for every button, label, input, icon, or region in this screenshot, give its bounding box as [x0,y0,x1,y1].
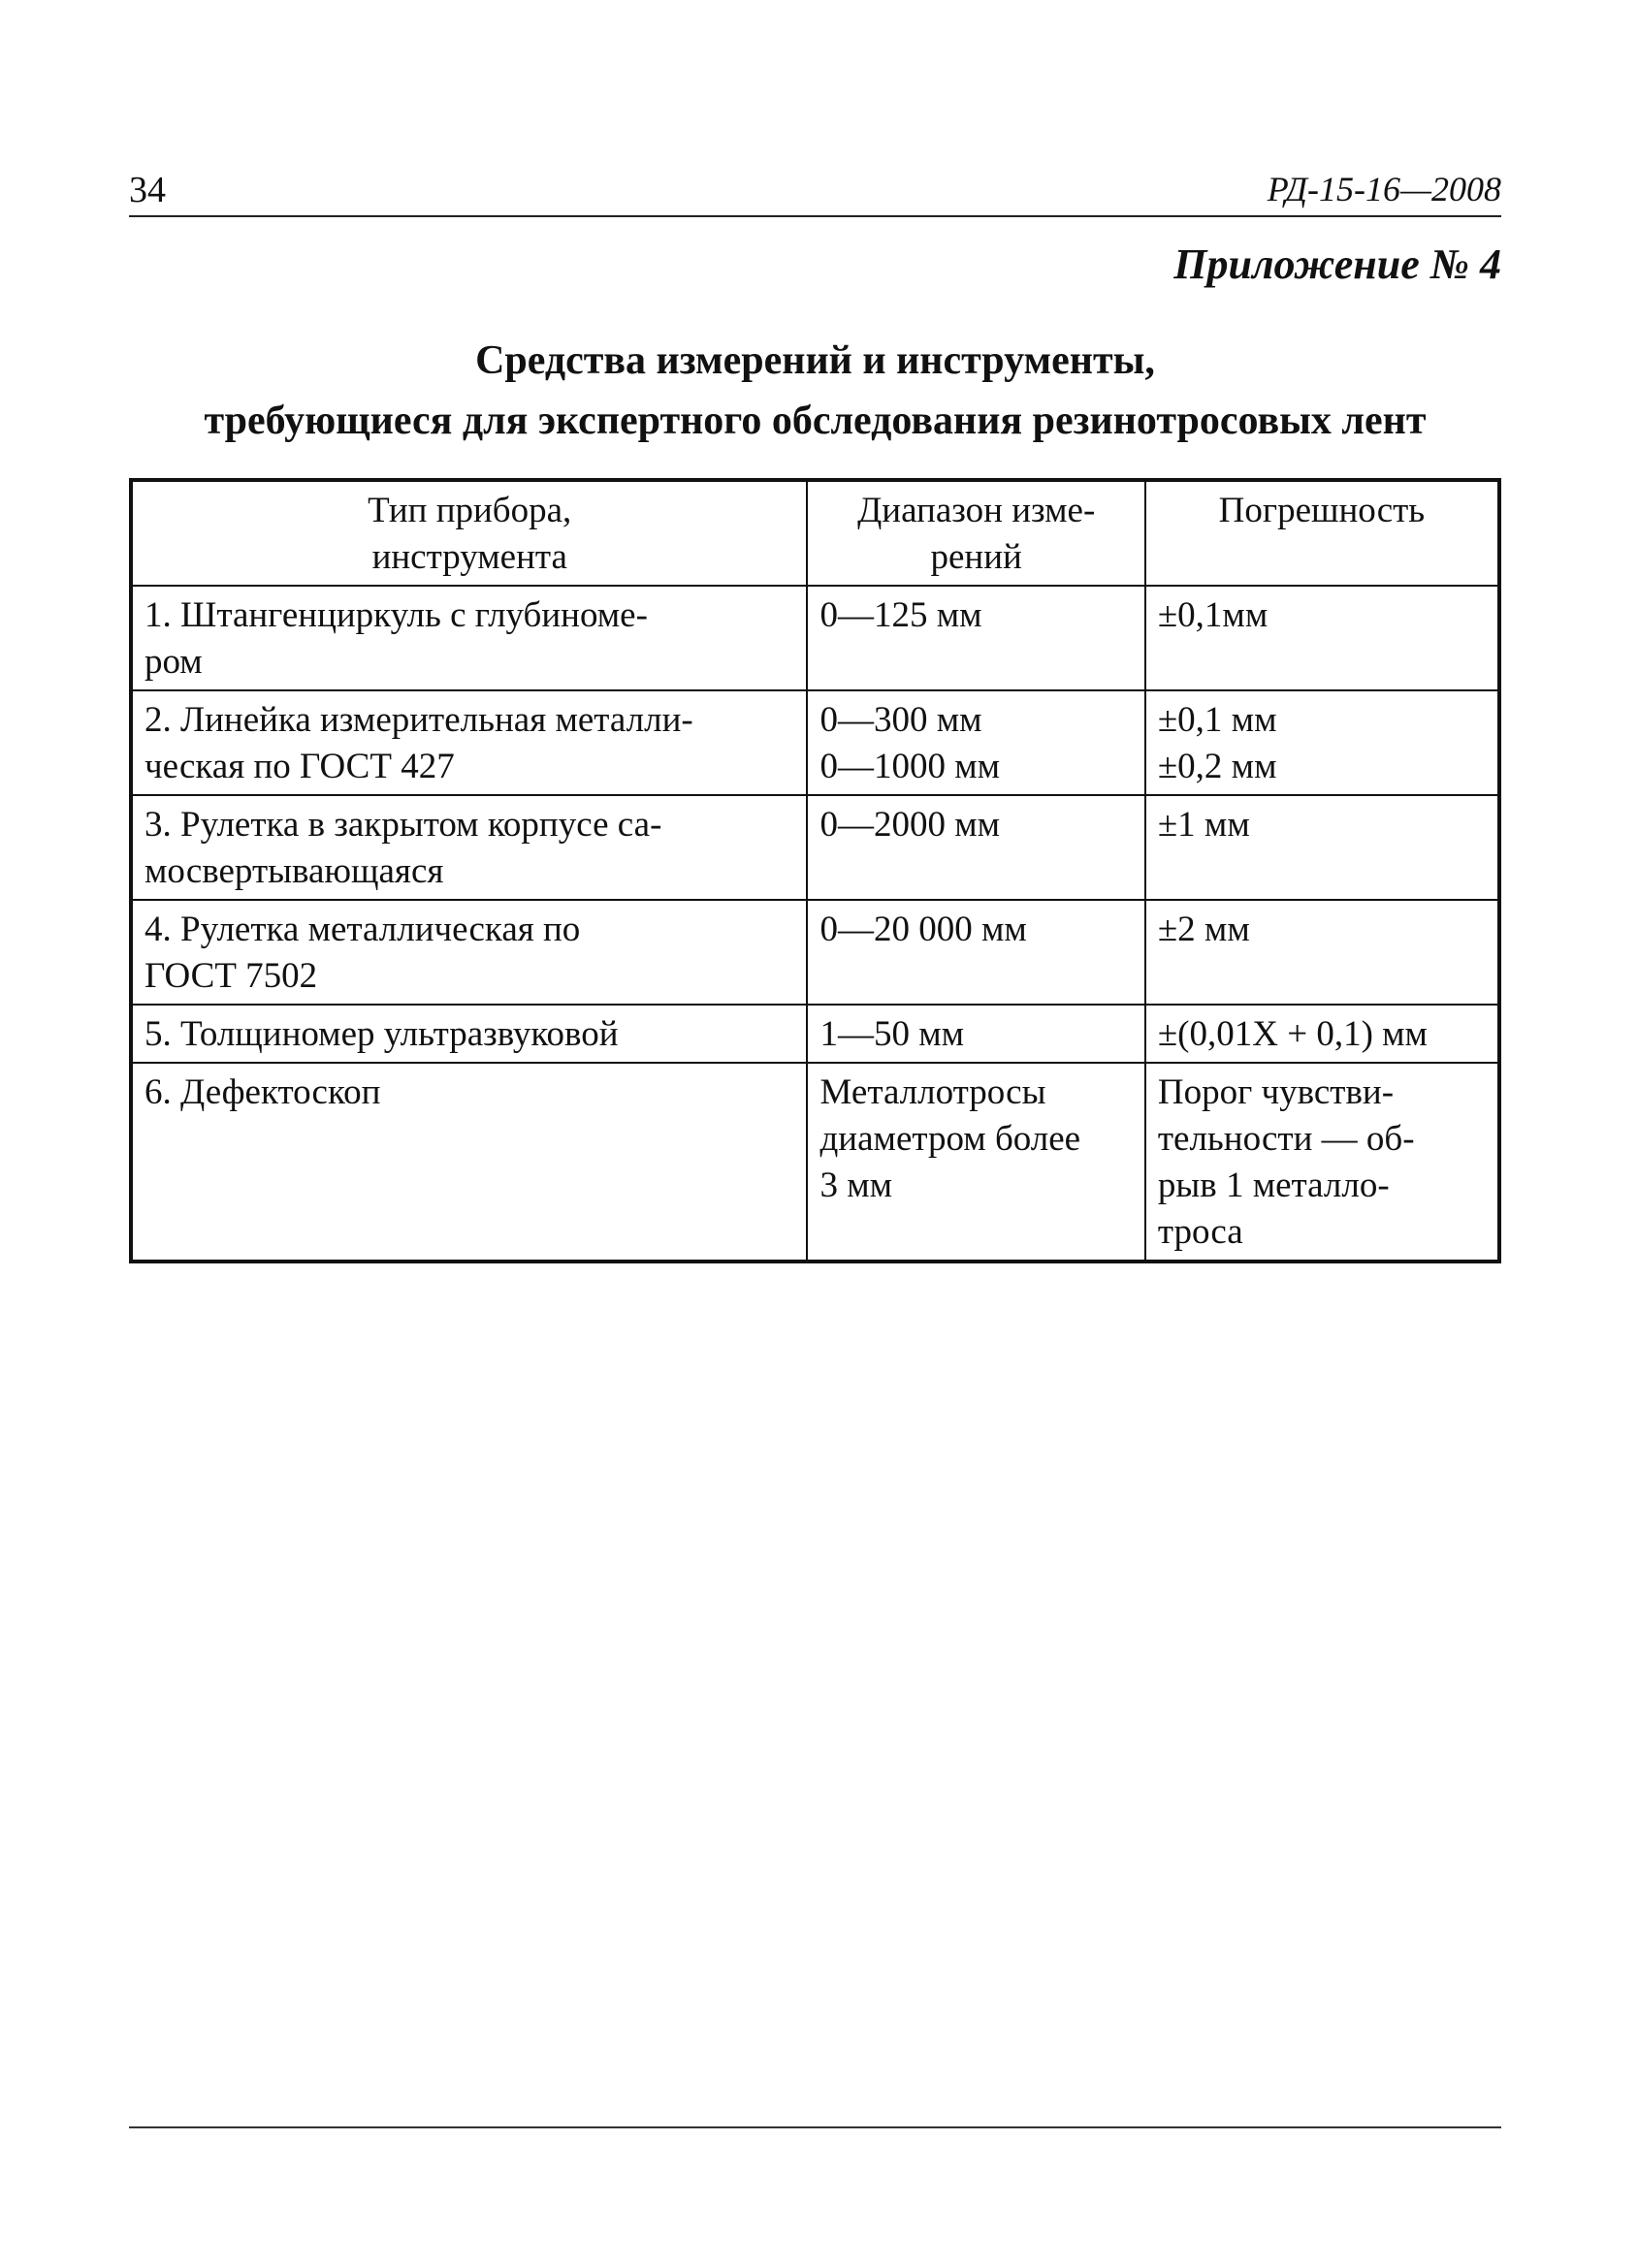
cell-range [807,1005,1144,1063]
cell-line: 0—300 мм [819,700,982,740]
cell-line: тельности — об- [1157,1119,1415,1159]
cell-line: диаметром более [819,1119,1081,1159]
table-row [131,1063,1499,1262]
header-type [131,480,807,586]
appendix-label: Приложение № 4 [1173,240,1501,288]
cell-line: ±2 мм [1157,910,1250,949]
table-header-row [131,480,1499,586]
cell-error [1145,795,1499,900]
cell-error [1145,690,1499,795]
instruments-table [129,478,1501,1263]
cell-line: ром [145,642,203,682]
header-type-line: Тип прибора, [368,491,572,530]
page-number: 34 [129,170,166,210]
cell-range [807,690,1144,795]
cell-line: 4. Рулетка металлическая по [145,910,581,949]
table-row [131,795,1499,900]
cell-line: 0—1000 мм [819,747,1001,786]
cell-line: 0—125 мм [819,595,982,635]
header-range [807,480,1144,586]
cell-line: 3 мм [819,1166,893,1205]
header-error-line: Погрешность [1218,491,1426,530]
header-range-line: рений [930,537,1022,577]
cell-line: ±0,1мм [1157,595,1269,635]
cell-error [1145,1005,1499,1063]
cell-type [131,1063,807,1262]
cell-line: 0—20 000 мм [819,910,1027,949]
cell-line: рыв 1 металло- [1157,1166,1390,1205]
cell-range [807,900,1144,1005]
cell-line: 0—2000 мм [819,805,1001,845]
cell-line: 6. Дефектоскоп [145,1072,381,1112]
table-row [131,690,1499,795]
cell-line: ±1 мм [1157,805,1250,845]
page-header [129,163,1501,217]
cell-line: Порог чувстви- [1157,1072,1395,1112]
cell-line: Металлотросы [819,1072,1046,1112]
cell-line: троса [1157,1212,1243,1252]
cell-line: 1. Штангенциркуль с глубиноме- [145,595,648,635]
table-title-line-2: требующиеся для экспертного обследования резинотросовых лент [204,399,1427,443]
cell-type [131,900,807,1005]
table-row [131,1005,1499,1063]
cell-line: ческая по ГОСТ 427 [145,747,455,786]
table-row [131,900,1499,1005]
cell-line: ±0,2 мм [1157,747,1277,786]
cell-type [131,795,807,900]
cell-line: мосвертывающаяся [145,851,444,891]
cell-range [807,586,1144,690]
cell-line: 5. Толщиномер ультразвуковой [145,1014,619,1054]
cell-range [807,795,1144,900]
header-range-line: Диапазон изме- [857,491,1096,530]
cell-type [131,586,807,690]
cell-line: 1—50 мм [819,1014,965,1054]
cell-line: ГОСТ 7502 [145,956,318,996]
table-row [131,586,1499,690]
footer-divider [129,2126,1501,2128]
cell-range [807,1063,1144,1262]
cell-error [1145,1063,1499,1262]
cell-line: ±(0,01X + 0,1) мм [1157,1014,1428,1054]
header-type-line: инструмента [371,537,567,577]
cell-type [131,690,807,795]
document-code: РД-15-16—2008 [1267,170,1501,208]
header-error [1145,480,1499,586]
cell-line: 2. Линейка измерительная металли- [145,700,693,740]
cell-line: 3. Рулетка в закрытом корпусе са- [145,805,662,845]
cell-line: ±0,1 мм [1157,700,1277,740]
cell-error [1145,900,1499,1005]
cell-type [131,1005,807,1063]
table-title-line-1: Средства измерений и инструменты, [475,338,1155,383]
cell-error [1145,586,1499,690]
